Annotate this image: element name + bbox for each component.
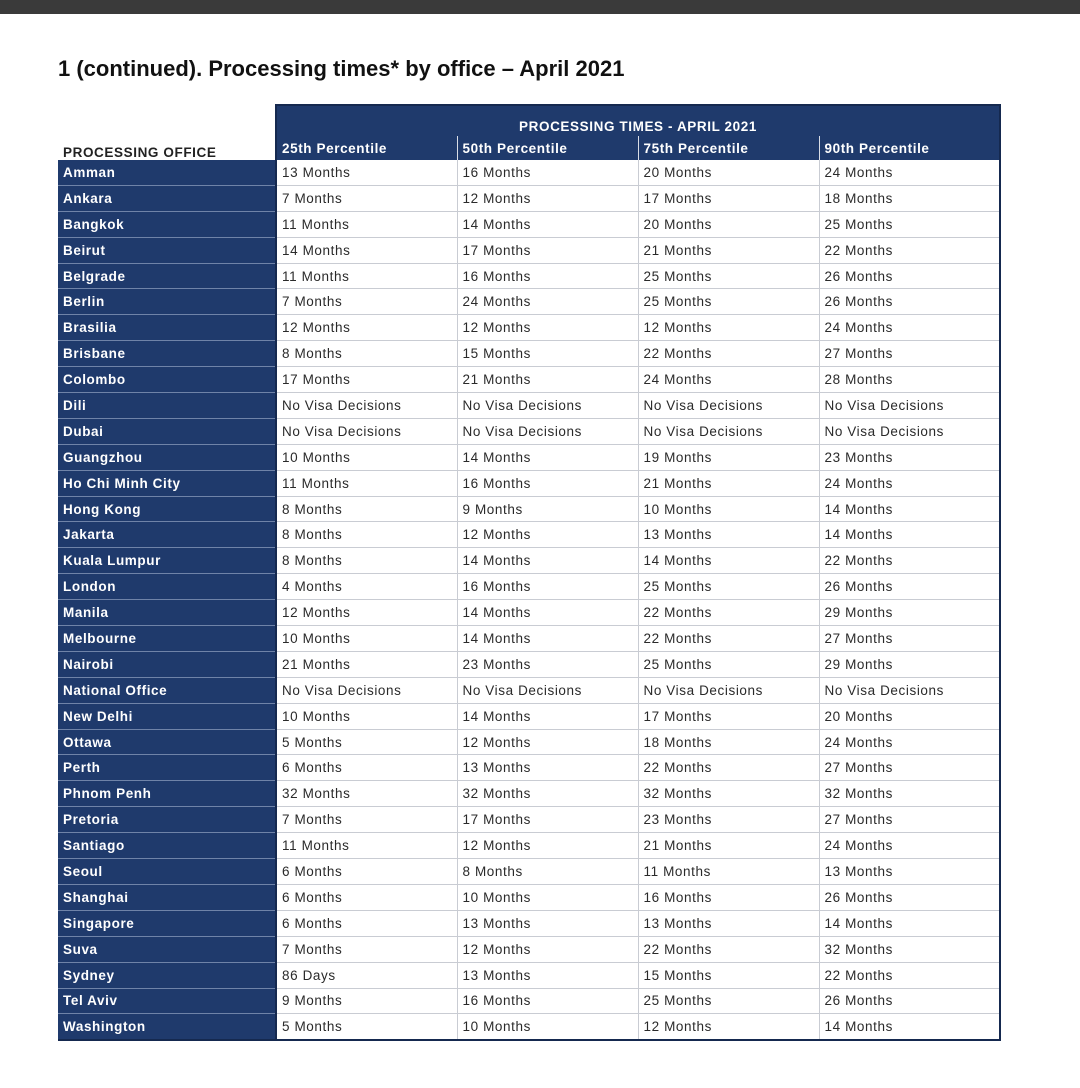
office-name-cell: Guangzhou (58, 444, 276, 470)
table-row (58, 185, 1000, 211)
office-name-cell: Brasilia (58, 315, 276, 341)
value-cell-75th: No Visa Decisions (638, 393, 819, 419)
value-cell-75th: 17 Months (638, 185, 819, 211)
value-cell-25th: 7 Months (276, 936, 457, 962)
value-cell-90th: 18 Months (819, 185, 1000, 211)
value-cell-25th: 9 Months (276, 988, 457, 1014)
value-cell-25th: 21 Months (276, 651, 457, 677)
value-cell-25th: 32 Months (276, 781, 457, 807)
office-name-cell: Pretoria (58, 807, 276, 833)
table-row (58, 341, 1000, 367)
value-cell-50th: 14 Months (457, 211, 638, 237)
value-cell-90th: 14 Months (819, 522, 1000, 548)
office-name-cell: Sydney (58, 962, 276, 988)
value-cell-50th: 12 Months (457, 185, 638, 211)
office-name-cell: Melbourne (58, 626, 276, 652)
value-cell-25th: No Visa Decisions (276, 393, 457, 419)
value-cell-50th: 21 Months (457, 367, 638, 393)
value-cell-90th: 24 Months (819, 729, 1000, 755)
value-cell-90th: 23 Months (819, 444, 1000, 470)
value-cell-50th: 16 Months (457, 988, 638, 1014)
office-name-cell: Shanghai (58, 884, 276, 910)
value-cell-90th: 24 Months (819, 833, 1000, 859)
column-header-50th: 50th Percentile (457, 136, 638, 160)
value-cell-25th: 14 Months (276, 237, 457, 263)
value-cell-50th: 13 Months (457, 755, 638, 781)
value-cell-50th: 13 Months (457, 962, 638, 988)
table-row (58, 884, 1000, 910)
office-name-cell: Santiago (58, 833, 276, 859)
value-cell-50th: 12 Months (457, 936, 638, 962)
value-cell-75th: 25 Months (638, 988, 819, 1014)
value-cell-25th: 6 Months (276, 884, 457, 910)
value-cell-90th: 26 Months (819, 988, 1000, 1014)
table-row (58, 729, 1000, 755)
value-cell-75th: 16 Months (638, 884, 819, 910)
value-cell-90th: 26 Months (819, 289, 1000, 315)
office-name-cell: Ottawa (58, 729, 276, 755)
value-cell-50th: 12 Months (457, 522, 638, 548)
office-name-cell: Seoul (58, 859, 276, 885)
column-header-row (58, 136, 1000, 160)
office-name-cell: Belgrade (58, 263, 276, 289)
value-cell-75th: 13 Months (638, 522, 819, 548)
office-name-cell: Suva (58, 936, 276, 962)
value-cell-90th: No Visa Decisions (819, 393, 1000, 419)
value-cell-25th: 86 Days (276, 962, 457, 988)
table-row (58, 444, 1000, 470)
value-cell-25th: 11 Months (276, 470, 457, 496)
value-cell-90th: 14 Months (819, 910, 1000, 936)
office-name-cell: Jakarta (58, 522, 276, 548)
office-name-cell: Dili (58, 393, 276, 419)
value-cell-90th: 14 Months (819, 496, 1000, 522)
value-cell-50th: 24 Months (457, 289, 638, 315)
value-cell-90th: 26 Months (819, 884, 1000, 910)
value-cell-50th: 12 Months (457, 729, 638, 755)
value-cell-25th: 17 Months (276, 367, 457, 393)
value-cell-75th: 21 Months (638, 833, 819, 859)
column-header-90th: 90th Percentile (819, 136, 1000, 160)
value-cell-75th: 11 Months (638, 859, 819, 885)
value-cell-75th: 10 Months (638, 496, 819, 522)
table-row (58, 988, 1000, 1014)
value-cell-75th: 14 Months (638, 548, 819, 574)
value-cell-90th: 22 Months (819, 548, 1000, 574)
value-cell-90th: 27 Months (819, 341, 1000, 367)
value-cell-25th: 8 Months (276, 341, 457, 367)
value-cell-75th: 25 Months (638, 574, 819, 600)
column-header-25th: 25th Percentile (276, 136, 457, 160)
table-body (58, 160, 1000, 1040)
value-cell-25th: 12 Months (276, 315, 457, 341)
value-cell-75th: No Visa Decisions (638, 418, 819, 444)
value-cell-50th: 10 Months (457, 884, 638, 910)
value-cell-90th: 22 Months (819, 237, 1000, 263)
office-name-cell: Hong Kong (58, 496, 276, 522)
table-row (58, 393, 1000, 419)
header-spacer (58, 105, 276, 136)
value-cell-75th: 15 Months (638, 962, 819, 988)
value-cell-25th: 11 Months (276, 833, 457, 859)
value-cell-75th: 17 Months (638, 703, 819, 729)
table-row (58, 522, 1000, 548)
office-name-cell: Ho Chi Minh City (58, 470, 276, 496)
value-cell-25th: 11 Months (276, 211, 457, 237)
value-cell-75th: 12 Months (638, 315, 819, 341)
value-cell-90th: 32 Months (819, 936, 1000, 962)
value-cell-50th: 16 Months (457, 470, 638, 496)
value-cell-50th: 9 Months (457, 496, 638, 522)
value-cell-50th: 23 Months (457, 651, 638, 677)
group-header: PROCESSING TIMES - APRIL 2021 (276, 105, 1000, 136)
value-cell-50th: No Visa Decisions (457, 418, 638, 444)
value-cell-90th: 25 Months (819, 211, 1000, 237)
table-row (58, 936, 1000, 962)
value-cell-90th: 14 Months (819, 1014, 1000, 1040)
table-row (58, 1014, 1000, 1040)
table-row (58, 859, 1000, 885)
value-cell-75th: 22 Months (638, 755, 819, 781)
value-cell-90th: 29 Months (819, 600, 1000, 626)
value-cell-50th: 13 Months (457, 910, 638, 936)
value-cell-25th: 4 Months (276, 574, 457, 600)
office-name-cell: Washington (58, 1014, 276, 1040)
table-row (58, 781, 1000, 807)
value-cell-75th: 22 Months (638, 936, 819, 962)
value-cell-90th: 26 Months (819, 263, 1000, 289)
value-cell-50th: 8 Months (457, 859, 638, 885)
table-row (58, 910, 1000, 936)
value-cell-50th: 14 Months (457, 600, 638, 626)
table-row (58, 418, 1000, 444)
value-cell-25th: 8 Months (276, 496, 457, 522)
office-name-cell: Singapore (58, 910, 276, 936)
value-cell-50th: 14 Months (457, 703, 638, 729)
table-row (58, 211, 1000, 237)
group-header-row (58, 105, 1000, 136)
value-cell-90th: 28 Months (819, 367, 1000, 393)
table-row (58, 496, 1000, 522)
value-cell-90th: 27 Months (819, 807, 1000, 833)
value-cell-75th: 12 Months (638, 1014, 819, 1040)
value-cell-90th: No Visa Decisions (819, 677, 1000, 703)
table-row (58, 651, 1000, 677)
table-row (58, 807, 1000, 833)
value-cell-90th: 27 Months (819, 755, 1000, 781)
table-row (58, 574, 1000, 600)
table-row (58, 833, 1000, 859)
table-row (58, 367, 1000, 393)
value-cell-90th: 29 Months (819, 651, 1000, 677)
value-cell-75th: 13 Months (638, 910, 819, 936)
value-cell-50th: 12 Months (457, 315, 638, 341)
table-row (58, 237, 1000, 263)
value-cell-75th: 32 Months (638, 781, 819, 807)
value-cell-50th: 14 Months (457, 548, 638, 574)
value-cell-75th: 21 Months (638, 470, 819, 496)
value-cell-75th: 22 Months (638, 341, 819, 367)
value-cell-25th: 6 Months (276, 859, 457, 885)
value-cell-25th: 5 Months (276, 1014, 457, 1040)
value-cell-75th: 19 Months (638, 444, 819, 470)
office-name-cell: National Office (58, 677, 276, 703)
processing-times-table-container (58, 104, 1000, 1041)
value-cell-90th: 26 Months (819, 574, 1000, 600)
value-cell-75th: 25 Months (638, 263, 819, 289)
value-cell-75th: 20 Months (638, 160, 819, 185)
table-row (58, 626, 1000, 652)
office-name-cell: New Delhi (58, 703, 276, 729)
value-cell-25th: 6 Months (276, 910, 457, 936)
value-cell-90th: 13 Months (819, 859, 1000, 885)
office-column-header: PROCESSING OFFICE (58, 136, 276, 160)
value-cell-75th: 25 Months (638, 651, 819, 677)
table-row (58, 548, 1000, 574)
value-cell-90th: 24 Months (819, 470, 1000, 496)
office-name-cell: Manila (58, 600, 276, 626)
value-cell-50th: No Visa Decisions (457, 393, 638, 419)
value-cell-50th: 10 Months (457, 1014, 638, 1040)
table-row (58, 263, 1000, 289)
value-cell-50th: 12 Months (457, 833, 638, 859)
value-cell-50th: 17 Months (457, 237, 638, 263)
value-cell-75th: 18 Months (638, 729, 819, 755)
value-cell-90th: 24 Months (819, 315, 1000, 341)
value-cell-25th: No Visa Decisions (276, 418, 457, 444)
value-cell-50th: No Visa Decisions (457, 677, 638, 703)
value-cell-50th: 17 Months (457, 807, 638, 833)
value-cell-25th: 7 Months (276, 807, 457, 833)
value-cell-25th: 6 Months (276, 755, 457, 781)
value-cell-25th: 10 Months (276, 444, 457, 470)
value-cell-50th: 14 Months (457, 626, 638, 652)
table-row (58, 755, 1000, 781)
value-cell-50th: 32 Months (457, 781, 638, 807)
table-row (58, 289, 1000, 315)
value-cell-90th: 32 Months (819, 781, 1000, 807)
value-cell-25th: 8 Months (276, 548, 457, 574)
table-row (58, 962, 1000, 988)
value-cell-90th: 22 Months (819, 962, 1000, 988)
value-cell-50th: 16 Months (457, 160, 638, 185)
value-cell-75th: 22 Months (638, 600, 819, 626)
value-cell-75th: 23 Months (638, 807, 819, 833)
value-cell-25th: 11 Months (276, 263, 457, 289)
top-bar (0, 0, 1080, 14)
value-cell-25th: 7 Months (276, 289, 457, 315)
office-name-cell: Dubai (58, 418, 276, 444)
value-cell-25th: 5 Months (276, 729, 457, 755)
value-cell-75th: 21 Months (638, 237, 819, 263)
processing-times-table (58, 104, 1001, 1041)
office-name-cell: Beirut (58, 237, 276, 263)
value-cell-50th: 16 Months (457, 574, 638, 600)
table-row (58, 470, 1000, 496)
table-row (58, 600, 1000, 626)
office-name-cell: London (58, 574, 276, 600)
value-cell-75th: 20 Months (638, 211, 819, 237)
office-name-cell: Amman (58, 160, 276, 185)
value-cell-75th: No Visa Decisions (638, 677, 819, 703)
office-name-cell: Tel Aviv (58, 988, 276, 1014)
value-cell-75th: 22 Months (638, 626, 819, 652)
office-name-cell: Bangkok (58, 211, 276, 237)
value-cell-25th: 13 Months (276, 160, 457, 185)
office-name-cell: Kuala Lumpur (58, 548, 276, 574)
value-cell-50th: 16 Months (457, 263, 638, 289)
table-row (58, 315, 1000, 341)
table-row (58, 160, 1000, 185)
value-cell-25th: No Visa Decisions (276, 677, 457, 703)
office-name-cell: Ankara (58, 185, 276, 211)
value-cell-50th: 15 Months (457, 341, 638, 367)
value-cell-75th: 25 Months (638, 289, 819, 315)
table-row (58, 703, 1000, 729)
value-cell-50th: 14 Months (457, 444, 638, 470)
value-cell-25th: 7 Months (276, 185, 457, 211)
value-cell-75th: 24 Months (638, 367, 819, 393)
office-name-cell: Perth (58, 755, 276, 781)
value-cell-90th: No Visa Decisions (819, 418, 1000, 444)
office-name-cell: Brisbane (58, 341, 276, 367)
value-cell-25th: 8 Months (276, 522, 457, 548)
column-header-75th: 75th Percentile (638, 136, 819, 160)
value-cell-25th: 10 Months (276, 703, 457, 729)
value-cell-90th: 27 Months (819, 626, 1000, 652)
value-cell-90th: 20 Months (819, 703, 1000, 729)
value-cell-90th: 24 Months (819, 160, 1000, 185)
office-name-cell: Colombo (58, 367, 276, 393)
table-row (58, 677, 1000, 703)
value-cell-25th: 10 Months (276, 626, 457, 652)
office-name-cell: Phnom Penh (58, 781, 276, 807)
value-cell-25th: 12 Months (276, 600, 457, 626)
office-name-cell: Nairobi (58, 651, 276, 677)
office-name-cell: Berlin (58, 289, 276, 315)
page-title: 1 (continued). Processing times* by office – April 2021 (58, 56, 625, 81)
